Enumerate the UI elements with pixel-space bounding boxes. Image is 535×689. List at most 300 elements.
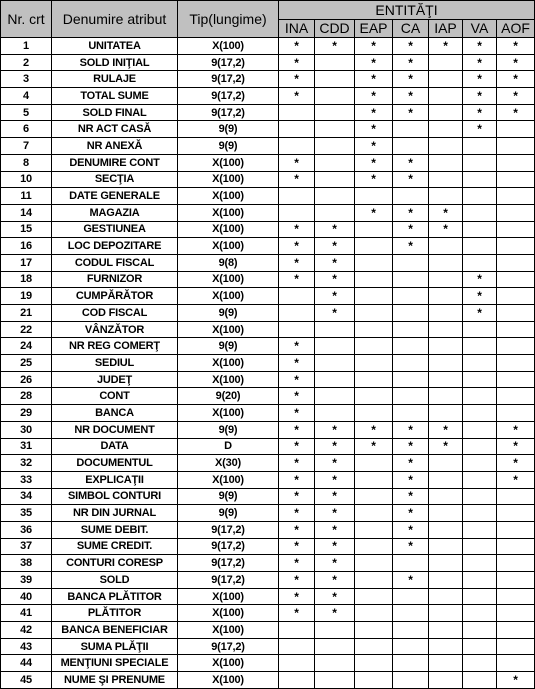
cell-denumire-atribut: SEDIUL bbox=[52, 355, 178, 372]
cell-entity-ca bbox=[393, 371, 429, 388]
cell-entity-aof bbox=[497, 572, 535, 589]
header-nr-crt: Nr. crt bbox=[1, 1, 52, 38]
cell-entity-ca: * bbox=[393, 104, 429, 121]
cell-entity-cdd: * bbox=[315, 572, 355, 589]
cell-entity-eap bbox=[355, 188, 393, 205]
cell-entity-ca: * bbox=[393, 521, 429, 538]
cell-entity-ina: * bbox=[279, 555, 315, 572]
cell-entity-ca bbox=[393, 555, 429, 572]
table-row bbox=[1, 271, 535, 288]
cell-denumire-atribut: SUME DEBIT. bbox=[52, 521, 178, 538]
cell-denumire-atribut: NR DIN JURNAL bbox=[52, 505, 178, 522]
cell-entity-aof: * bbox=[497, 38, 535, 55]
cell-denumire-atribut: BANCA bbox=[52, 405, 178, 422]
cell-entity-iap bbox=[429, 88, 463, 105]
cell-entity-va bbox=[463, 188, 497, 205]
cell-entity-va bbox=[463, 455, 497, 472]
cell-entity-cdd bbox=[315, 388, 355, 405]
cell-entity-ina: * bbox=[279, 588, 315, 605]
table-row bbox=[1, 338, 535, 355]
cell-denumire-atribut: SOLD FINAL bbox=[52, 104, 178, 121]
cell-entity-ina: * bbox=[279, 572, 315, 589]
cell-nr-crt: 30 bbox=[1, 421, 52, 438]
cell-entity-cdd: * bbox=[315, 605, 355, 622]
cell-entity-ina bbox=[279, 288, 315, 305]
cell-entity-eap bbox=[355, 238, 393, 255]
cell-entity-ca bbox=[393, 338, 429, 355]
cell-entity-cdd: * bbox=[315, 538, 355, 555]
cell-entity-aof bbox=[497, 388, 535, 405]
cell-nr-crt: 24 bbox=[1, 338, 52, 355]
cell-nr-crt: 32 bbox=[1, 455, 52, 472]
cell-entity-iap bbox=[429, 405, 463, 422]
cell-nr-crt: 25 bbox=[1, 355, 52, 372]
cell-entity-ca: * bbox=[393, 421, 429, 438]
cell-entity-ina: * bbox=[279, 471, 315, 488]
cell-entity-cdd bbox=[315, 638, 355, 655]
cell-entity-iap bbox=[429, 271, 463, 288]
cell-entity-iap bbox=[429, 488, 463, 505]
cell-entity-cdd bbox=[315, 138, 355, 155]
cell-entity-va bbox=[463, 338, 497, 355]
table-row bbox=[1, 254, 535, 271]
cell-entity-iap bbox=[429, 138, 463, 155]
cell-entity-eap: * bbox=[355, 104, 393, 121]
cell-tip-lungime: 9(17,2) bbox=[178, 572, 279, 589]
table-row bbox=[1, 321, 535, 338]
cell-tip-lungime: X(100) bbox=[178, 655, 279, 672]
cell-entity-aof: * bbox=[497, 88, 535, 105]
cell-entity-eap bbox=[355, 538, 393, 555]
cell-entity-ina: * bbox=[279, 488, 315, 505]
cell-entity-iap bbox=[429, 321, 463, 338]
cell-entity-va bbox=[463, 321, 497, 338]
cell-tip-lungime: X(100) bbox=[178, 38, 279, 55]
cell-entity-va: * bbox=[463, 104, 497, 121]
cell-entity-cdd: * bbox=[315, 271, 355, 288]
cell-entity-cdd: * bbox=[315, 305, 355, 322]
cell-entity-eap: * bbox=[355, 421, 393, 438]
cell-entity-aof bbox=[497, 254, 535, 271]
cell-entity-va bbox=[463, 171, 497, 188]
table-row bbox=[1, 572, 535, 589]
cell-nr-crt: 7 bbox=[1, 138, 52, 155]
cell-entity-ca: * bbox=[393, 455, 429, 472]
cell-denumire-atribut: COD FISCAL bbox=[52, 305, 178, 322]
cell-entity-ina: * bbox=[279, 54, 315, 71]
cell-tip-lungime: 9(9) bbox=[178, 421, 279, 438]
cell-entity-cdd bbox=[315, 88, 355, 105]
cell-denumire-atribut: CODUL FISCAL bbox=[52, 254, 178, 271]
cell-entity-va bbox=[463, 221, 497, 238]
table-body bbox=[1, 38, 535, 689]
cell-denumire-atribut: SECŢIA bbox=[52, 171, 178, 188]
cell-entity-ca bbox=[393, 388, 429, 405]
cell-entity-cdd bbox=[315, 121, 355, 138]
cell-entity-va bbox=[463, 655, 497, 672]
header-entity-iap: IAP bbox=[429, 20, 463, 38]
cell-entity-iap bbox=[429, 588, 463, 605]
cell-entity-eap bbox=[355, 471, 393, 488]
cell-nr-crt: 43 bbox=[1, 638, 52, 655]
cell-entity-eap bbox=[355, 555, 393, 572]
cell-entity-va bbox=[463, 622, 497, 639]
cell-entity-va: * bbox=[463, 38, 497, 55]
header-denumire-atribut: Denumire atribut bbox=[52, 1, 178, 38]
cell-entity-ina bbox=[279, 104, 315, 121]
cell-entity-va bbox=[463, 471, 497, 488]
table-row bbox=[1, 188, 535, 205]
cell-entity-cdd bbox=[315, 355, 355, 372]
cell-entity-va bbox=[463, 138, 497, 155]
cell-entity-iap bbox=[429, 455, 463, 472]
cell-entity-ca: * bbox=[393, 572, 429, 589]
cell-entity-ca: * bbox=[393, 38, 429, 55]
cell-denumire-atribut: VÂNZĂTOR bbox=[52, 321, 178, 338]
cell-nr-crt: 5 bbox=[1, 104, 52, 121]
cell-entity-va: * bbox=[463, 121, 497, 138]
cell-nr-crt: 34 bbox=[1, 488, 52, 505]
cell-entity-iap bbox=[429, 121, 463, 138]
cell-entity-aof bbox=[497, 321, 535, 338]
cell-entity-cdd: * bbox=[315, 455, 355, 472]
cell-tip-lungime: 9(17,2) bbox=[178, 88, 279, 105]
cell-denumire-atribut: JUDEŢ bbox=[52, 371, 178, 388]
cell-entity-ca bbox=[393, 138, 429, 155]
cell-entity-eap bbox=[355, 371, 393, 388]
cell-entity-eap bbox=[355, 488, 393, 505]
cell-entity-eap bbox=[355, 388, 393, 405]
cell-denumire-atribut: SUMA PLĂŢII bbox=[52, 638, 178, 655]
cell-tip-lungime: 9(9) bbox=[178, 488, 279, 505]
header-entity-cdd: CDD bbox=[315, 20, 355, 38]
cell-entity-iap bbox=[429, 154, 463, 171]
cell-entity-va bbox=[463, 538, 497, 555]
cell-entity-cdd bbox=[315, 104, 355, 121]
table-row bbox=[1, 488, 535, 505]
cell-entity-aof bbox=[497, 305, 535, 322]
cell-entity-aof: * bbox=[497, 104, 535, 121]
cell-entity-aof bbox=[497, 638, 535, 655]
header-tip-lungime: Tip(lungime) bbox=[178, 1, 279, 38]
cell-entity-eap bbox=[355, 405, 393, 422]
cell-entity-eap bbox=[355, 254, 393, 271]
cell-entity-aof bbox=[497, 138, 535, 155]
cell-entity-aof: * bbox=[497, 471, 535, 488]
cell-entity-aof bbox=[497, 171, 535, 188]
cell-entity-va bbox=[463, 371, 497, 388]
cell-entity-aof: * bbox=[497, 421, 535, 438]
table-row bbox=[1, 138, 535, 155]
cell-entity-eap bbox=[355, 338, 393, 355]
cell-entity-va bbox=[463, 672, 497, 689]
cell-entity-ca bbox=[393, 355, 429, 372]
table-row bbox=[1, 405, 535, 422]
cell-entity-iap bbox=[429, 54, 463, 71]
cell-entity-ina: * bbox=[279, 438, 315, 455]
cell-tip-lungime: 9(17,2) bbox=[178, 71, 279, 88]
cell-entity-iap bbox=[429, 605, 463, 622]
cell-denumire-atribut: NUME ŞI PRENUME bbox=[52, 672, 178, 689]
cell-entity-va bbox=[463, 588, 497, 605]
cell-entity-ina bbox=[279, 622, 315, 639]
header-entity-ca: CA bbox=[393, 20, 429, 38]
cell-entity-ca bbox=[393, 271, 429, 288]
cell-entity-ca: * bbox=[393, 471, 429, 488]
table-row bbox=[1, 622, 535, 639]
cell-nr-crt: 37 bbox=[1, 538, 52, 555]
cell-entity-ca: * bbox=[393, 154, 429, 171]
cell-entity-iap bbox=[429, 471, 463, 488]
cell-entity-aof: * bbox=[497, 54, 535, 71]
table-row bbox=[1, 371, 535, 388]
cell-entity-ina: * bbox=[279, 421, 315, 438]
cell-tip-lungime: 9(17,2) bbox=[178, 54, 279, 71]
cell-denumire-atribut: CUMPĂRĂTOR bbox=[52, 288, 178, 305]
cell-entity-va: * bbox=[463, 271, 497, 288]
cell-tip-lungime: X(100) bbox=[178, 371, 279, 388]
cell-nr-crt: 31 bbox=[1, 438, 52, 455]
table-row bbox=[1, 638, 535, 655]
cell-entity-ca: * bbox=[393, 71, 429, 88]
cell-entity-ina: * bbox=[279, 88, 315, 105]
cell-denumire-atribut: BANCA PLĂTITOR bbox=[52, 588, 178, 605]
table-row bbox=[1, 88, 535, 105]
cell-denumire-atribut: NR ACT CASĂ bbox=[52, 121, 178, 138]
cell-entity-aof bbox=[497, 488, 535, 505]
cell-entity-cdd: * bbox=[315, 555, 355, 572]
cell-entity-iap bbox=[429, 388, 463, 405]
cell-entity-ca: * bbox=[393, 505, 429, 522]
cell-entity-cdd: * bbox=[315, 254, 355, 271]
cell-entity-aof bbox=[497, 622, 535, 639]
header-entity-va: VA bbox=[463, 20, 497, 38]
cell-tip-lungime: 9(17,2) bbox=[178, 104, 279, 121]
cell-entity-ina bbox=[279, 188, 315, 205]
cell-nr-crt: 10 bbox=[1, 171, 52, 188]
cell-entity-ca bbox=[393, 672, 429, 689]
table-row bbox=[1, 238, 535, 255]
cell-tip-lungime: 9(20) bbox=[178, 388, 279, 405]
cell-entity-eap: * bbox=[355, 88, 393, 105]
cell-entity-cdd bbox=[315, 154, 355, 171]
cell-entity-va: * bbox=[463, 88, 497, 105]
cell-entity-iap bbox=[429, 305, 463, 322]
cell-entity-ina bbox=[279, 655, 315, 672]
cell-nr-crt: 38 bbox=[1, 555, 52, 572]
cell-nr-crt: 19 bbox=[1, 288, 52, 305]
table-row bbox=[1, 121, 535, 138]
cell-tip-lungime: X(100) bbox=[178, 188, 279, 205]
cell-tip-lungime: D bbox=[178, 438, 279, 455]
cell-entity-ina: * bbox=[279, 521, 315, 538]
cell-tip-lungime: X(100) bbox=[178, 405, 279, 422]
cell-entity-ina: * bbox=[279, 538, 315, 555]
table-row bbox=[1, 455, 535, 472]
cell-entity-cdd: * bbox=[315, 505, 355, 522]
cell-entity-eap bbox=[355, 221, 393, 238]
cell-entity-va bbox=[463, 254, 497, 271]
cell-entity-eap: * bbox=[355, 438, 393, 455]
cell-tip-lungime: X(100) bbox=[178, 605, 279, 622]
cell-denumire-atribut: NR REG COMERŢ bbox=[52, 338, 178, 355]
cell-entity-ina: * bbox=[279, 171, 315, 188]
cell-tip-lungime: X(100) bbox=[178, 622, 279, 639]
cell-entity-cdd bbox=[315, 338, 355, 355]
cell-entity-eap: * bbox=[355, 121, 393, 138]
cell-nr-crt: 45 bbox=[1, 672, 52, 689]
cell-nr-crt: 35 bbox=[1, 505, 52, 522]
table-row bbox=[1, 388, 535, 405]
cell-entity-cdd bbox=[315, 204, 355, 221]
cell-entity-cdd: * bbox=[315, 38, 355, 55]
cell-nr-crt: 41 bbox=[1, 605, 52, 622]
cell-entity-va bbox=[463, 555, 497, 572]
cell-entity-cdd: * bbox=[315, 438, 355, 455]
cell-entity-ina: * bbox=[279, 238, 315, 255]
cell-denumire-atribut: MAGAZIA bbox=[52, 204, 178, 221]
cell-denumire-atribut: RULAJE bbox=[52, 71, 178, 88]
cell-entity-ina: * bbox=[279, 355, 315, 372]
cell-nr-crt: 11 bbox=[1, 188, 52, 205]
cell-entity-aof bbox=[497, 355, 535, 372]
cell-entity-ina bbox=[279, 638, 315, 655]
cell-entity-ina: * bbox=[279, 71, 315, 88]
cell-entity-ca bbox=[393, 254, 429, 271]
cell-entity-cdd: * bbox=[315, 221, 355, 238]
header-entitati: ENTITĂŢI bbox=[279, 1, 535, 20]
cell-denumire-atribut: NR ANEXĂ bbox=[52, 138, 178, 155]
cell-entity-ca: * bbox=[393, 238, 429, 255]
cell-nr-crt: 26 bbox=[1, 371, 52, 388]
cell-entity-iap: * bbox=[429, 38, 463, 55]
cell-entity-ina bbox=[279, 138, 315, 155]
cell-entity-iap bbox=[429, 288, 463, 305]
cell-entity-ca bbox=[393, 305, 429, 322]
cell-denumire-atribut: CONT bbox=[52, 388, 178, 405]
cell-denumire-atribut: FURNIZOR bbox=[52, 271, 178, 288]
cell-entity-eap: * bbox=[355, 71, 393, 88]
cell-entity-iap bbox=[429, 622, 463, 639]
cell-denumire-atribut: LOC DEPOZITARE bbox=[52, 238, 178, 255]
cell-nr-crt: 1 bbox=[1, 38, 52, 55]
cell-tip-lungime: X(100) bbox=[178, 288, 279, 305]
cell-entity-eap bbox=[355, 288, 393, 305]
cell-entity-ca: * bbox=[393, 488, 429, 505]
cell-entity-iap bbox=[429, 71, 463, 88]
cell-tip-lungime: X(100) bbox=[178, 355, 279, 372]
cell-tip-lungime: X(100) bbox=[178, 471, 279, 488]
table-row bbox=[1, 471, 535, 488]
cell-entity-aof bbox=[497, 238, 535, 255]
cell-entity-iap bbox=[429, 505, 463, 522]
cell-tip-lungime: 9(9) bbox=[178, 121, 279, 138]
cell-nr-crt: 22 bbox=[1, 321, 52, 338]
cell-denumire-atribut: TOTAL SUME bbox=[52, 88, 178, 105]
cell-entity-ca: * bbox=[393, 54, 429, 71]
cell-entity-cdd bbox=[315, 655, 355, 672]
cell-tip-lungime: 9(17,2) bbox=[178, 555, 279, 572]
cell-nr-crt: 8 bbox=[1, 154, 52, 171]
cell-entity-iap bbox=[429, 171, 463, 188]
cell-entity-iap bbox=[429, 371, 463, 388]
cell-entity-iap bbox=[429, 355, 463, 372]
cell-entity-va bbox=[463, 204, 497, 221]
cell-nr-crt: 15 bbox=[1, 221, 52, 238]
cell-entity-iap bbox=[429, 521, 463, 538]
cell-entity-iap bbox=[429, 538, 463, 555]
cell-entity-cdd: * bbox=[315, 288, 355, 305]
cell-nr-crt: 39 bbox=[1, 572, 52, 589]
cell-nr-crt: 33 bbox=[1, 471, 52, 488]
cell-tip-lungime: X(100) bbox=[178, 204, 279, 221]
cell-denumire-atribut: EXPLICAŢII bbox=[52, 471, 178, 488]
cell-entity-iap bbox=[429, 672, 463, 689]
cell-denumire-atribut: DATA bbox=[52, 438, 178, 455]
cell-entity-cdd: * bbox=[315, 238, 355, 255]
cell-tip-lungime: X(100) bbox=[178, 221, 279, 238]
cell-nr-crt: 28 bbox=[1, 388, 52, 405]
cell-entity-aof bbox=[497, 521, 535, 538]
cell-entity-va bbox=[463, 521, 497, 538]
cell-tip-lungime: X(100) bbox=[178, 672, 279, 689]
cell-entity-eap: * bbox=[355, 204, 393, 221]
cell-entity-aof: * bbox=[497, 455, 535, 472]
cell-entity-eap bbox=[355, 355, 393, 372]
cell-entity-aof bbox=[497, 555, 535, 572]
table-row bbox=[1, 538, 535, 555]
cell-entity-eap: * bbox=[355, 38, 393, 55]
cell-nr-crt: 16 bbox=[1, 238, 52, 255]
cell-entity-ina: * bbox=[279, 338, 315, 355]
cell-entity-iap bbox=[429, 555, 463, 572]
cell-entity-va bbox=[463, 438, 497, 455]
cell-entity-aof bbox=[497, 204, 535, 221]
cell-entity-eap: * bbox=[355, 171, 393, 188]
cell-denumire-atribut: SIMBOL CONTURI bbox=[52, 488, 178, 505]
cell-entity-va bbox=[463, 505, 497, 522]
cell-nr-crt: 42 bbox=[1, 622, 52, 639]
cell-entity-va bbox=[463, 388, 497, 405]
cell-entity-iap bbox=[429, 104, 463, 121]
cell-entity-ina bbox=[279, 672, 315, 689]
cell-entity-ca: * bbox=[393, 88, 429, 105]
cell-entity-aof bbox=[497, 405, 535, 422]
cell-entity-ca bbox=[393, 121, 429, 138]
cell-entity-cdd bbox=[315, 371, 355, 388]
cell-entity-va: * bbox=[463, 288, 497, 305]
cell-entity-cdd bbox=[315, 171, 355, 188]
cell-denumire-atribut: PLĂTITOR bbox=[52, 605, 178, 622]
cell-tip-lungime: X(30) bbox=[178, 455, 279, 472]
cell-entity-ina: * bbox=[279, 455, 315, 472]
cell-nr-crt: 17 bbox=[1, 254, 52, 271]
cell-tip-lungime: 9(9) bbox=[178, 338, 279, 355]
cell-tip-lungime: 9(17,2) bbox=[178, 521, 279, 538]
cell-tip-lungime: X(100) bbox=[178, 271, 279, 288]
cell-entity-eap bbox=[355, 588, 393, 605]
cell-nr-crt: 36 bbox=[1, 521, 52, 538]
cell-entity-ina: * bbox=[279, 505, 315, 522]
cell-entity-ca bbox=[393, 188, 429, 205]
cell-nr-crt: 29 bbox=[1, 405, 52, 422]
cell-denumire-atribut: MENŢIUNI SPECIALE bbox=[52, 655, 178, 672]
cell-entity-aof bbox=[497, 371, 535, 388]
table-row bbox=[1, 655, 535, 672]
cell-entity-va bbox=[463, 638, 497, 655]
cell-entity-eap bbox=[355, 655, 393, 672]
cell-entity-ca bbox=[393, 622, 429, 639]
